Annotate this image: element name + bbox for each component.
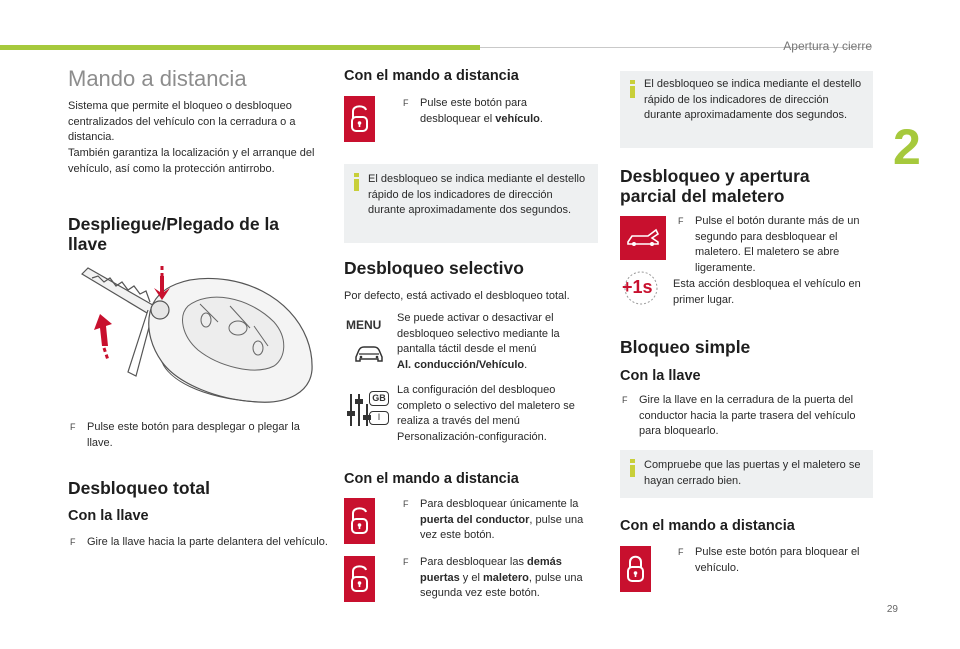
remote2-heading: Con el mando a distancia: [344, 471, 519, 487]
bullet-marker: F: [678, 547, 684, 557]
lock-button-illustration: [620, 546, 651, 592]
menu-label: MENU: [346, 318, 382, 332]
language-i-badge: I: [369, 411, 389, 425]
simple-lock-heading: Bloqueo simple: [620, 337, 751, 357]
trunk-open-icon: [620, 216, 666, 260]
page-title: Mando a distancia: [68, 66, 247, 91]
hold-one-second-icon: +1s: [620, 270, 662, 306]
info-icon: [629, 80, 636, 98]
lock-key-bullet: F Gire la llave en la cerradura de la puerta del conductor hacia la parte trasera del vehículo para bloquearlo.: [622, 394, 856, 437]
info-box-flash: El desbloqueo se indica mediante el destello rápido de los indicadores de dirección durante aproximadamente dos segundos.: [344, 164, 598, 243]
trunk-note: Esta acción desbloquea el vehículo en primer lugar.: [673, 278, 861, 306]
key-heading: Con la llave: [68, 508, 149, 524]
bullet-marker: F: [403, 98, 409, 108]
bullet-marker: F: [403, 499, 409, 509]
unlock-all-button-illustration: [344, 556, 375, 602]
bullet-marker: F: [622, 395, 628, 405]
selective-heading: Desbloqueo selectivo: [344, 258, 524, 278]
lock-key-heading: Con la llave: [620, 368, 701, 384]
info-icon: [353, 173, 360, 191]
bullet-marker: F: [678, 216, 684, 226]
unlock-button-illustration: [344, 96, 375, 142]
lock-icon: [620, 546, 651, 592]
settings-text: La configuración del desbloqueo completo o selectivo del maletero se realiza a través del menú Personalización-configuración.: [397, 384, 575, 443]
car-icon: [352, 343, 386, 365]
intro-text-1: Sistema que permite el bloqueo o desbloqueo centralizados del vehículo con la cerradura o a distancia.: [68, 100, 296, 143]
section-title: Apertura y cierre: [783, 39, 872, 53]
unlock-driver-bullet: F Para desbloquear únicamente la puerta del conductor, pulse una vez este botón.: [403, 498, 584, 541]
info-box-check-doors: Compruebe que las puertas y el maletero se hayan cerrado bien.: [620, 450, 873, 498]
settings-icon: [346, 390, 390, 430]
unlock-driver-button-illustration: [344, 498, 375, 544]
unlock-all-bullet: F Para desbloquear las demás puertas y el maletero, pulse una segunda vez este botón.: [403, 556, 583, 599]
intro-text-2: También garantiza la localización y el arranque del vehículo, así como la protección antirrobo.: [68, 147, 315, 175]
lock-remote-bullet: F Pulse este botón para bloquear el vehículo.: [678, 546, 860, 574]
key-bullet: F Gire la llave hacia la parte delantera del vehículo.: [70, 535, 328, 551]
page-number: 29: [886, 604, 898, 615]
key-illustration: [78, 266, 318, 406]
language-gb-badge: GB: [369, 391, 389, 406]
total-unlock-heading: Desbloqueo total: [68, 478, 210, 498]
remote-unlock-bullet: F Pulse este botón para desbloquear el vehículo.: [403, 97, 543, 125]
folding-key-icon: [78, 266, 318, 406]
unlock-icon: [344, 498, 375, 544]
bullet-marker: F: [70, 422, 76, 432]
selective-default-text: Por defecto, está activado el desbloqueo total.: [344, 290, 570, 302]
menu-text: Se puede activar o desactivar el desbloqueo selectivo mediante la pantalla táctil desde el menú Al. conducción/Vehículo.: [397, 312, 560, 371]
unlock-icon: [344, 556, 375, 602]
chapter-number: 2: [893, 119, 921, 175]
unlock-icon: [344, 96, 375, 142]
fold-heading: Despliegue/Plegado de la llave: [68, 214, 280, 254]
header-accent-bar: [0, 45, 480, 50]
lock-remote-heading: Con el mando a distancia: [620, 518, 795, 534]
info-icon: [629, 459, 636, 477]
info-box-flash-2: El desbloqueo se indica mediante el destello rápido de los indicadores de dirección durante aproximadamente dos segundos.: [620, 71, 873, 148]
fold-bullet: F Pulse este botón para desplegar o plegar la llave.: [70, 421, 300, 449]
trunk-heading: Desbloqueo y apertura parcial del maletero: [620, 166, 810, 206]
bullet-marker: F: [403, 557, 409, 567]
bullet-marker: F: [70, 537, 76, 547]
trunk-bullet: F Pulse el botón durante más de un segundo para desbloquear el maletero. El maletero se abre ligeramente.: [678, 215, 860, 274]
trunk-button-illustration: [620, 216, 666, 260]
remote-heading: Con el mando a distancia: [344, 68, 519, 84]
